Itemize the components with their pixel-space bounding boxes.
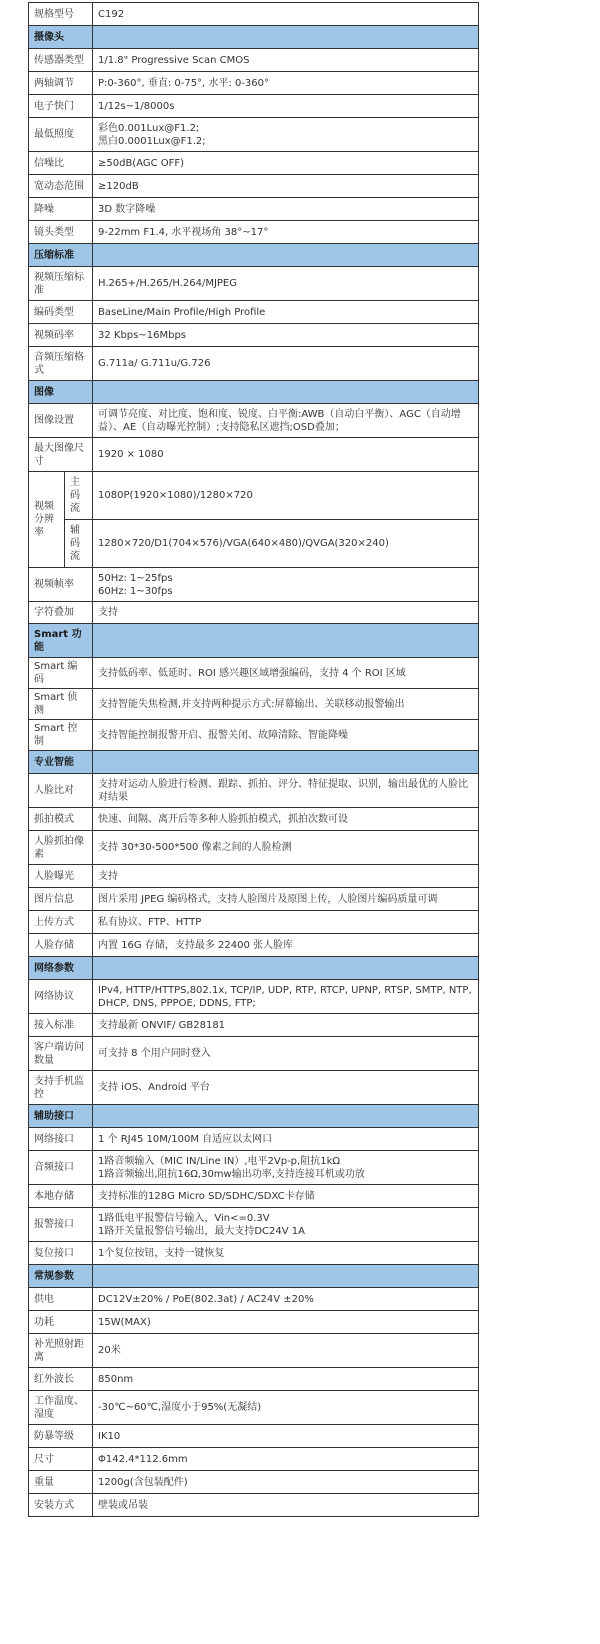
row-value: 壁装或吊装 — [93, 1494, 479, 1517]
row-value: 可调节亮度、对比度、饱和度、锐度、白平衡:AWB（自动白平衡）、AGC（自动增益）、AE（自动曝光控制）;支持隐私区遮挡;OSD叠加； — [93, 404, 479, 438]
row-label: 本地存储 — [29, 1185, 93, 1208]
row-label: 人脸曝光 — [29, 865, 93, 888]
section-header — [29, 381, 479, 404]
row-label: 复位接口 — [29, 1242, 93, 1265]
section-header — [29, 26, 479, 49]
row-label: 尺寸 — [29, 1448, 93, 1471]
table-row — [29, 1311, 479, 1334]
row-label: 音频压缩格式 — [29, 347, 93, 381]
table-row — [29, 1014, 479, 1037]
row-label: 工作温度、湿度 — [29, 1391, 93, 1425]
table-row — [29, 888, 479, 911]
section-header — [29, 751, 479, 774]
row-value: ≥50dB(AGC OFF) — [93, 152, 479, 175]
table-row — [29, 221, 479, 244]
table-row — [29, 831, 479, 865]
row-value: 支持最新 ONVIF/ GB28181 — [93, 1014, 479, 1037]
row-label: 人脸比对 — [29, 774, 93, 808]
row-label: 人脸存储 — [29, 934, 93, 957]
row-label: 报警接口 — [29, 1208, 93, 1242]
row-label: 功耗 — [29, 1311, 93, 1334]
row-value: IK10 — [93, 1425, 479, 1448]
row-label: 镜头类型 — [29, 221, 93, 244]
section-header — [29, 957, 479, 980]
row-value: 私有协议、FTP、HTTP — [93, 911, 479, 934]
table-row — [29, 198, 479, 221]
row-value: 1 个 RJ45 10M/100M 自适应以太网口 — [93, 1128, 479, 1151]
row-label: 音频接口 — [29, 1151, 93, 1185]
row-label: 红外波长 — [29, 1368, 93, 1391]
row-label: 最低照度 — [29, 118, 93, 152]
table-row — [29, 808, 479, 831]
table-row — [29, 267, 479, 301]
table-row — [29, 602, 479, 624]
row-label: 字符叠加 — [29, 602, 93, 624]
row-value: 彩色0.001Lux@F1.2; 黑白0.0001Lux@F1.2; — [93, 118, 479, 152]
row-label: Smart 编码 — [29, 658, 93, 689]
row-label: 两轴调节 — [29, 72, 93, 95]
table-row — [29, 520, 479, 568]
sub-label: 主码流 — [65, 472, 93, 520]
row-value: 支持标准的128G Micro SD/SDHC/SDXC卡存储 — [93, 1185, 479, 1208]
section-header — [29, 1265, 479, 1288]
table-row — [29, 1494, 479, 1517]
row-label: 人脸抓拍像素 — [29, 831, 93, 865]
row-value: 1080P(1920×1080)/1280×720 — [93, 472, 479, 520]
table-row — [29, 49, 479, 72]
table-row — [29, 324, 479, 347]
row-value: 20米 — [93, 1334, 479, 1368]
row-label: 接入标准 — [29, 1014, 93, 1037]
section-title: 辅助接口 — [29, 1105, 93, 1128]
row-value: 3D 数字降噪 — [93, 198, 479, 221]
table-row — [29, 720, 479, 751]
row-label: 降噪 — [29, 198, 93, 221]
table-row — [29, 438, 479, 472]
row-label: 宽动态范围 — [29, 175, 93, 198]
row-value: 15W(MAX) — [93, 1311, 479, 1334]
row-value: 支持低码率、低延时、ROI 感兴趣区域增强编码，支持 4 个 ROI 区域 — [93, 658, 479, 689]
row-value: 1路音频输入（MIC IN/Line IN）,电平2Vp-p,阻抗1kΩ 1路音频输出,阻抗16Ω,30mw输出功率,支持连接耳机或功放 — [93, 1151, 479, 1185]
table-row — [29, 934, 479, 957]
section-header — [29, 624, 479, 658]
section-title: 常规参数 — [29, 1265, 93, 1288]
table-row — [29, 404, 479, 438]
row-value: 1/12s~1/8000s — [93, 95, 479, 118]
row-label: 最大图像尺寸 — [29, 438, 93, 472]
row-value: Φ142.4*112.6mm — [93, 1448, 479, 1471]
row-label: 视频帧率 — [29, 568, 93, 602]
row-value: 850nm — [93, 1368, 479, 1391]
row-value: 1/1.8" Progressive Scan CMOS — [93, 49, 479, 72]
row-label: 视频码率 — [29, 324, 93, 347]
table-row — [29, 95, 479, 118]
row-value: BaseLine/Main Profile/High Profile — [93, 301, 479, 324]
table-row — [29, 1037, 479, 1071]
row-label: 供电 — [29, 1288, 93, 1311]
table-row — [29, 118, 479, 152]
row-value: 支持 — [93, 865, 479, 888]
table-row — [29, 568, 479, 602]
table-row — [29, 774, 479, 808]
table-row — [29, 152, 479, 175]
row-label: Smart 侦测 — [29, 689, 93, 720]
row-value: 9-22mm F1.4, 水平视场角 38°~17° — [93, 221, 479, 244]
spec-table — [28, 2, 479, 1517]
sub-label: 辅码流 — [65, 520, 93, 568]
row-value: DC12V±20% / PoE(802.3at) / AC24V ±20% — [93, 1288, 479, 1311]
table-row — [29, 1185, 479, 1208]
table-row — [29, 911, 479, 934]
row-label: 重量 — [29, 1471, 93, 1494]
row-value: 支持智能失焦检测,并支持两种提示方式:屏幕输出、关联移动报警输出 — [93, 689, 479, 720]
table-row — [29, 1471, 479, 1494]
row-label: 图像设置 — [29, 404, 93, 438]
row-value: G.711a/ G.711u/G.726 — [93, 347, 479, 381]
section-title: Smart 功能 — [29, 624, 93, 658]
row-value: 50Hz: 1~25fps 60Hz: 1~30fps — [93, 568, 479, 602]
row-value: IPv4, HTTP/HTTPS,802.1x, TCP/IP, UDP, RTP, RTCP, UPNP, RTSP, SMTP, NTP, DHCP, DNS, PPPOE, DDNS, FTP; — [93, 980, 479, 1014]
row-label: 图片信息 — [29, 888, 93, 911]
row-label: 规格型号 — [29, 3, 93, 26]
row-value: 图片采用 JPEG 编码格式，支持人脸图片及原图上传，人脸图片编码质量可调 — [93, 888, 479, 911]
row-value: 支持智能控制报警开启、报警关闭、故障清除、智能降噪 — [93, 720, 479, 751]
section-header — [29, 244, 479, 267]
row-label: 网络接口 — [29, 1128, 93, 1151]
table-row — [29, 301, 479, 324]
row-value: 内置 16G 存储，支持最多 22400 张人脸库 — [93, 934, 479, 957]
table-row — [29, 1391, 479, 1425]
table-row — [29, 1128, 479, 1151]
row-label: 视频分辨率 — [29, 472, 65, 568]
table-row — [29, 1071, 479, 1105]
row-label: 传感器类型 — [29, 49, 93, 72]
row-label: 支持手机监控 — [29, 1071, 93, 1105]
row-value: 1路低电平报警信号输入，Vin<=0.3V 1路开关量报警信号输出，最大支持DC24V 1A — [93, 1208, 479, 1242]
row-label: 抓拍模式 — [29, 808, 93, 831]
table-row — [29, 1288, 479, 1311]
row-value: 1个复位按钮，支持一键恢复 — [93, 1242, 479, 1265]
section-title: 专业智能 — [29, 751, 93, 774]
row-value: 1200g(含包装配件) — [93, 1471, 479, 1494]
table-row — [29, 1425, 479, 1448]
row-label: 上传方式 — [29, 911, 93, 934]
table-row — [29, 865, 479, 888]
row-label: 网络协议 — [29, 980, 93, 1014]
table-row — [29, 1448, 479, 1471]
row-value: 支持 — [93, 602, 479, 624]
row-value: 支持对运动人脸进行检测、跟踪、抓拍、评分、特征提取、识别，输出最优的人脸比对结果 — [93, 774, 479, 808]
row-value: H.265+/H.265/H.264/MJPEG — [93, 267, 479, 301]
table-row — [29, 175, 479, 198]
table-row — [29, 980, 479, 1014]
row-value: 可支持 8 个用户同时登入 — [93, 1037, 479, 1071]
table-row — [29, 1151, 479, 1185]
row-label: 补光照射距离 — [29, 1334, 93, 1368]
table-row — [29, 689, 479, 720]
row-value: 支持 30*30-500*500 像素之间的人脸检测 — [93, 831, 479, 865]
row-value: 快速、间隔、离开后等多种人脸抓拍模式，抓拍次数可设 — [93, 808, 479, 831]
row-label: 视频压缩标准 — [29, 267, 93, 301]
table-row — [29, 1334, 479, 1368]
row-value: 支持 iOS、Android 平台 — [93, 1071, 479, 1105]
section-title: 压缩标准 — [29, 244, 93, 267]
table-row — [29, 72, 479, 95]
row-value: ≥120dB — [93, 175, 479, 198]
row-label: 客户端访问数量 — [29, 1037, 93, 1071]
row-label: 安装方式 — [29, 1494, 93, 1517]
table-row — [29, 658, 479, 689]
row-value: 1280×720/D1(704×576)/VGA(640×480)/QVGA(320×240) — [93, 520, 479, 568]
row-value: -30℃~60℃,湿度小于95%(无凝结) — [93, 1391, 479, 1425]
row-value: P:0-360°, 垂直: 0-75°, 水平: 0-360° — [93, 72, 479, 95]
table-row — [29, 472, 479, 520]
table-row — [29, 1242, 479, 1265]
section-header — [29, 1105, 479, 1128]
row-label: 编码类型 — [29, 301, 93, 324]
row-label: 电子快门 — [29, 95, 93, 118]
row-value: C192 — [93, 3, 479, 26]
table-row — [29, 347, 479, 381]
section-title: 网络参数 — [29, 957, 93, 980]
row-value: 1920 × 1080 — [93, 438, 479, 472]
table-row — [29, 1208, 479, 1242]
row-label: 信噪比 — [29, 152, 93, 175]
section-title: 摄像头 — [29, 26, 93, 49]
table-row — [29, 3, 479, 26]
row-label: Smart 控制 — [29, 720, 93, 751]
section-title: 图像 — [29, 381, 93, 404]
row-label: 防暴等级 — [29, 1425, 93, 1448]
row-value: 32 Kbps~16Mbps — [93, 324, 479, 347]
table-row — [29, 1368, 479, 1391]
